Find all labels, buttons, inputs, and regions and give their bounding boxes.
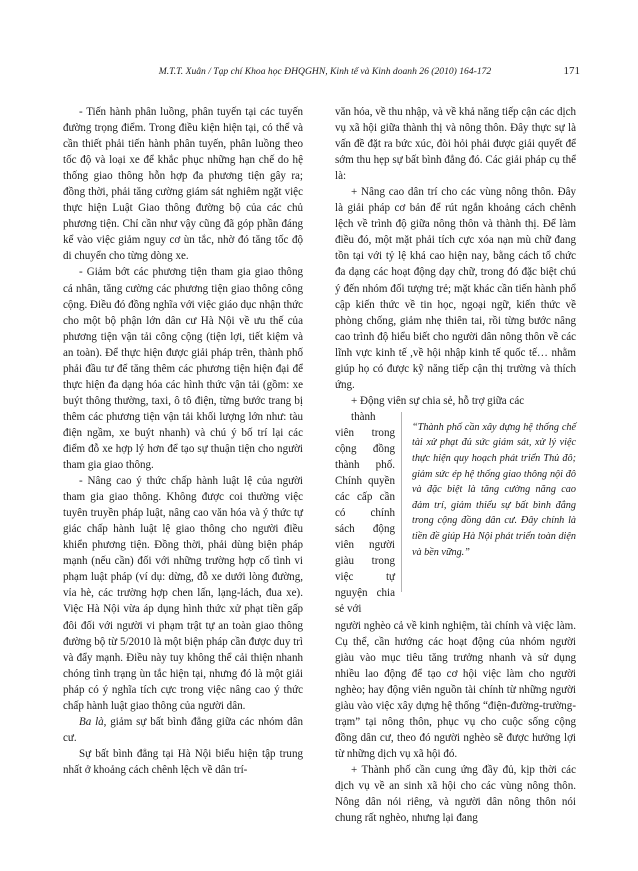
- paragraph: người nghèo cả về kinh nghiệm, tài chính và việc làm. Cụ thể, cần hướng các hoạt động của nhóm người giàu vào mục tiêu tăng trưởng nhanh và sử dụng nhiều lao động để tạo cơ hội việc làm cho người nghèo; hay động viên nguồn tài chính từ những người giàu vào việc xây dựng hệ thống “điện-đường-trường-trạm” tại nông thôn, phục vụ cho cuộc sống cộng đồng dân cư, theo đó người nghèo sẽ được hưởng lợi từ những dịch vụ xã hội đó.: [335, 619, 576, 760]
- pull-quote-wrap: [335, 409, 576, 618]
- paragraph-text: , giảm sự bất bình đẳng giữa các nhóm dân cư.: [63, 715, 303, 744]
- paragraph: [63, 714, 303, 746]
- paragraph: Sự bất bình đẳng tại Hà Nội biểu hiện tập trung nhất ở khoảng cách chênh lệch về dân trí-: [63, 747, 303, 776]
- paragraph: thành viên trong cộng đồng thành phố. Chính quyền các cấp cần có chính sách động viên người giàu trong việc tự nguyện chia sẻ với: [335, 410, 395, 616]
- paragraph: + Nâng cao dân trí cho các vùng nông thôn. Đây là giải pháp cơ bản để rút ngắn khoảng cách chênh lệch về trình độ giữa nông thôn và thành thị. Để làm điều đó, một mặt phải tích cực xóa nạn mù chữ đang tồn tại với tỷ lệ khá cao hiện nay, bằng cách tổ chức đa dạng các hoạt động dạy chữ, trong đó đặc biệt chú ý đến nhóm đối tượng trẻ; mặt khác cần tiến hành phổ cập kiến thức về tin học, ngoại ngữ, kiến thức về phòng chống, giảm nhẹ thiên tai, rồi từng bước nâng cao trình độ hiểu biết cho người dân nông thôn về các lĩnh vực kinh tế ,về hội nhập kinh tế quốc tế… nhằm giúp họ có được kỹ năng tiếp cận thị trường và thích ứng.: [335, 186, 576, 391]
- pull-quote: “Thành phố cần xây dựng hệ thống chế tài xử phạt đủ sức giám sát, xử lý việc thực hiện quy hoạch phát triển Thủ đô; giảm sức ép hệ thống giao thông nội đô và đặc biệt là tăng cường năng cao đảm trí, giảm thiểu sự bất bình đẳng trong cộng đồng dân cư. Đây chính là tiền đề giúp Hà Nội phát triển toàn diện và bền vững.”: [401, 412, 576, 592]
- paragraph: + Động viên sự chia sẻ, hỗ trợ giữa các: [351, 394, 525, 407]
- left-column: [63, 104, 303, 778]
- paragraph: văn hóa, về thu nhập, và về khả năng tiếp cận các dịch vụ xã hội giữa thành thị và nông thôn. Đây thực sự là vấn đề đặt ra bức xúc, đòi hỏi phải được giải quyết để sớm thu hẹp sự bất bình đẳng đó. Các giải pháp cụ thể là:: [335, 106, 576, 183]
- running-head: M.T.T. Xuân / Tạp chí Khoa học ĐHQGHN, Kinh tế và Kinh doanh 26 (2010) 164-172: [158, 66, 492, 77]
- paragraph: - Tiến hành phân luồng, phân tuyến tại các tuyến đường trọng điểm. Trong điều kiện hiện tại, có thể và cần thiết phải tiến hành phân tuyến, phân luồng theo tốc độ và loại xe để khắc phục những hạn chế do hệ thống giao thông hỗn hợp đa phương tiện gây ra; đồng thời, phải tăng cường giám sát nghiêm ngặt việc thực hiện Luật Giao thông đường bộ của các chủ phương tiện. Chỉ cần như vậy cũng đã góp phần đáng kể vào việc giảm nguy cơ ùn tắc, nhờ đó tăng tốc độ di chuyển cho từng dòng xe.: [63, 106, 303, 263]
- right-column: [335, 104, 576, 826]
- page-number: 171: [563, 65, 580, 77]
- emphasis-ba-la: Ba là: [79, 715, 104, 728]
- paragraph: + Thành phố cần cung ứng đầy đủ, kịp thời các dịch vụ về an sinh xã hội cho các vùng nông thôn. Nông dân nói riêng, và người dân nông thôn nói chung rất nghèo, nhưng lại đang: [335, 763, 576, 825]
- paragraph: - Giảm bớt các phương tiện tham gia giao thông cá nhân, tăng cường các phương tiện giao thông công cộng. Điều đó đồng nghĩa với việc giáo dục nhận thức cho một bộ phận lớn dân cư Hà Nội về ưu thế của phương tiện vận tải công cộng (tiện lợi, tiết kiệm và an toàn). Để thực hiện được giải pháp trên, thành phố phải đầu tư để tăng thêm các phương tiện hiện đại để thực hiện đa dạng hóa các hình thức vận tải (gồm: xe buýt thông thường, taxi, ô tô điện, từng bước trang bị thêm các phương tiện vận tải khối lượng lớn như: tàu điện ngầm, xe buýt nhanh) và chú ý bố trí lại các điểm đỗ xe hợp lý hơn để tạo sự thuận tiện cho người tham gia giao thông.: [63, 266, 303, 472]
- paragraph: - Nâng cao ý thức chấp hành luật lệ của người tham gia giao thông. Không được coi thường việc tuyên truyền pháp luật, nâng cao văn hóa và ý thức tự giác chấp hành luật lệ giao thông cho người điều khiển phương tiện. Đồng thời, phải dùng biện pháp mạnh (nếu cần) đối với những trường hợp cố tình vi phạm luật pháp (ví dụ: dừng, đỗ xe dưới lòng đường, vỉa hè, các trường hợp chen lấn, lạng-lách, đua xe). Việc Hà Nội vừa áp dụng hình thức xử phạt tiền gấp đôi đối với người vi phạm trật tự an toàn giao thông đường bộ từ 5/2010 là một biện pháp cần được duy trì và đẩy mạnh. Điều này tuy không thể cải thiện nhanh chóng tình trạng ùn tắc hiện tại, nhưng đó là một giải pháp có ý nghĩa tích cực trong việc nâng cao ý thức chấp hành luật giao thông của người dân.: [63, 475, 303, 712]
